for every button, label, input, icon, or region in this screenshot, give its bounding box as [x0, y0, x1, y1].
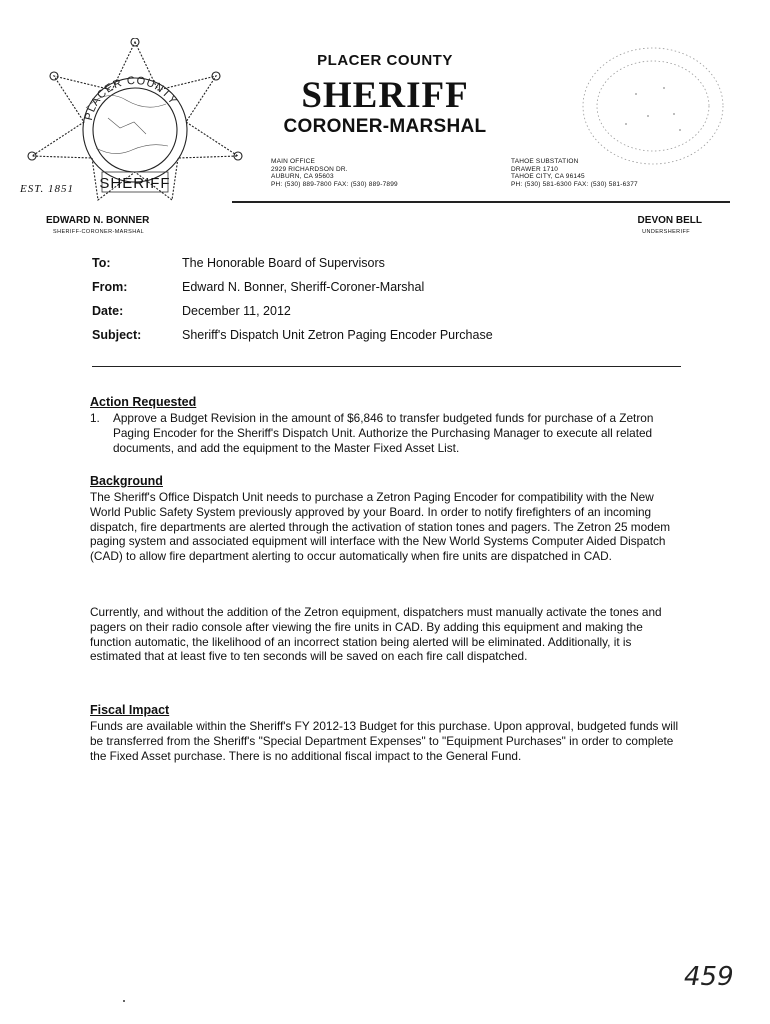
established-year: EST. 1851: [20, 183, 75, 195]
tahoe-office-line: TAHOE SUBSTATION: [511, 158, 579, 165]
scan-speck: [123, 1000, 125, 1002]
tahoe-office-line: DRAWER 1710: [511, 165, 559, 173]
memo-date-label: Date:: [92, 304, 124, 318]
tahoe-office-address: [511, 158, 638, 188]
action-requested-heading: Action Requested: [90, 395, 197, 409]
main-office-address: [271, 158, 398, 188]
sheriff-name: EDWARD N. BONNER: [46, 215, 150, 226]
division-title: CORONER-MARSHAL: [283, 116, 487, 137]
agency-title: SHERIFF: [301, 75, 469, 116]
memo-subject-value: Sheriff's Dispatch Unit Zetron Paging Encoder Purchase: [182, 328, 493, 342]
memo-from-value: Edward N. Bonner, Sheriff-Coroner-Marshal: [182, 280, 425, 294]
action-item-text: Approve a Budget Revision in the amount of $6,846 to transfer budgeted funds for purchase of a Zetron Paging Encoder for the Sheriff's Dispatch Unit. Authorize the Purchasing Manager to execute all related documents, and add the equipment to the Master Fixed Asset List.: [113, 411, 654, 455]
main-office-line: AUBURN, CA 95603: [271, 173, 334, 181]
main-office-line: MAIN OFFICE: [271, 158, 316, 165]
memo-divider: [92, 366, 681, 367]
fiscal-impact-paragraph: Funds are available within the Sheriff's FY 2012-13 Budget for this purchase. Upon approval, budgeted funds will be transferred from the Sheriff's "Special Department Expenses" to "Equipment Purchases" in order to complete the Fixed Asset purchase. There is no additional fiscal impact to the General Fund.: [90, 719, 679, 763]
background-paragraph-2: Currently, and without the addition of the Zetron equipment, dispatchers must manually activate the tones and pagers on their radio console after viewing the fire units in CAD. By adding this equipment and making the function automatic, the likelihood of an incorrect station being alerted will be eliminated. Additionally, it is estimated that at least five to ten seconds will be saved on each fire call dispatched.: [90, 605, 662, 664]
handwritten-page-number: 459: [684, 962, 734, 992]
memo-from-label: From:: [92, 280, 128, 294]
undersheriff-name: DEVON BELL: [637, 215, 702, 226]
background-heading: Background: [90, 474, 163, 488]
undersheriff-title: UNDERSHERIFF: [642, 229, 690, 235]
badge-word: SHERIFF: [99, 175, 171, 192]
memo-date-value: December 11, 2012: [182, 304, 291, 318]
sheriff-title: SHERIFF-CORONER-MARSHAL: [53, 229, 145, 235]
tahoe-office-line: TAHOE CITY, CA 96145: [511, 173, 585, 181]
county-name: PLACER COUNTY: [317, 52, 453, 69]
main-office-line: PH: (530) 889-7800 FAX: (530) 889-7899: [271, 180, 398, 188]
action-item-number: 1.: [90, 411, 100, 425]
memo-subject-label: Subject:: [92, 328, 142, 342]
memo-to-label: To:: [92, 256, 111, 270]
memo-to-value: The Honorable Board of Supervisors: [182, 256, 385, 270]
letterhead-divider: [232, 201, 730, 203]
fiscal-impact-heading: Fiscal Impact: [90, 703, 170, 717]
tahoe-office-line: PH: (530) 581-6300 FAX: (530) 581-6377: [511, 180, 638, 188]
badge-county-text: PLACER COUNTY: [82, 74, 180, 122]
main-office-line: 2929 RICHARDSON DR.: [271, 165, 348, 173]
background-paragraph-1: The Sheriff's Office Dispatch Unit needs to purchase a Zetron Paging Encoder for compatibility with the New World Public Safety System previously approved by your Board. In order to notify firefighters of an incoming dispatch, fire departments are alerted through the activation of station tones and pagers. The Zetron 25 modem paging system and associated equipment will interface with the New World Systems Computer Aided Dispatch (CAD) to allow fire department alerting to occur automatically when fire units are dispatched in CAD.: [90, 490, 671, 564]
